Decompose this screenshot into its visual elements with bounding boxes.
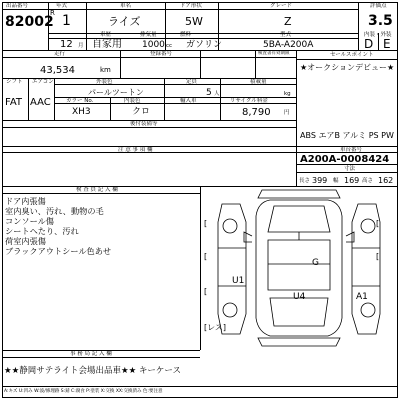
month-value: 12 (60, 39, 73, 50)
fuel-label: 燃料 (180, 32, 192, 38)
length-label: 長さ (299, 178, 311, 184)
bracket-marker: [ (204, 252, 208, 261)
car-name-label: 車名 (120, 3, 132, 9)
inspector-line: 室内臭い、汚れ、動物の毛 (5, 206, 104, 216)
width-label: 幅 (333, 178, 339, 184)
lot-no-label: 出品番号 (6, 3, 29, 9)
shift-label: シフト (6, 79, 23, 85)
inspector-notes (5, 196, 111, 256)
ext-color-value: パールツートン (88, 88, 144, 97)
height-label: 高さ (362, 178, 374, 184)
color-no-value: XH3 (72, 107, 91, 117)
interior-score-label: 内装・外装 (364, 32, 392, 38)
ext-color-label: 外装色 (96, 79, 113, 85)
color-no-label: カラー No. (66, 98, 94, 104)
inspector-line: コンソール傷 (5, 216, 54, 226)
fuel-value: ガソリン (186, 40, 223, 50)
after-equipment-label: 後付装備等 (130, 121, 158, 127)
score-label: 評価点 (370, 3, 387, 9)
mileage-unit: km (100, 66, 111, 74)
bracket-marker: [レス] (204, 323, 227, 332)
width-value: 169 (344, 176, 360, 185)
office-label: 事 務 局 記 入 欄 (70, 351, 112, 357)
vin-value: A200A-0008424 (300, 154, 390, 165)
bracket-marker: [ (376, 252, 380, 261)
dims-label: 寸法 (344, 166, 356, 172)
recycle-label: リサイクル料金 (230, 98, 268, 104)
inspector-label: 検 査 員 記 入 欄 (76, 187, 118, 193)
recycle-value: 8,790 (242, 107, 271, 118)
grade-value: Z (284, 15, 292, 28)
cc-unit: cc (166, 43, 173, 49)
bracket-marker: [ (204, 219, 208, 228)
score-value: 3.5 (368, 13, 393, 29)
doors-label: ドア形状 (180, 3, 202, 9)
sales-point: ★オークションデビュー★ (300, 63, 395, 72)
int-color-value: クロ (132, 107, 151, 117)
regist-label: 登録番号 (150, 51, 173, 57)
inspector-line: ブラックアウトシール色あせ (5, 246, 112, 256)
sales-point-label: セールスポイント (330, 52, 374, 58)
capacity-value: 5 (206, 88, 212, 98)
damage-mark-u1: U1 (232, 276, 245, 286)
usage-value: 自家用 (92, 39, 122, 50)
bracket-marker: [ (376, 219, 380, 228)
capacity-label: 定員 (186, 79, 198, 85)
notes-label: 注 意 事 項 欄 (118, 147, 153, 153)
capacity-unit: 人 (214, 91, 220, 97)
ac-label: エアコン (32, 79, 54, 85)
car-damage-diagram (200, 186, 398, 350)
vin-label: 車台番号 (340, 147, 363, 153)
model-value: 5BA-A200A (263, 40, 314, 50)
recycle-unit: 円 (284, 110, 290, 116)
cc-value: 1000 (142, 40, 165, 50)
interior-score-a: D (364, 37, 374, 51)
car-name: ライズ (108, 15, 141, 28)
inspector-line: ドア内張傷 (5, 196, 46, 206)
mileage-value: 43,534 (40, 65, 75, 76)
equipment-list: ABS エアB アルミ PS PW (300, 131, 394, 140)
grade-label: グレード (270, 3, 293, 9)
model-label: 型式 (280, 32, 292, 38)
shift-value: FAT (5, 97, 23, 108)
r-mark: R (50, 9, 55, 17)
ac-value: AAC (30, 97, 51, 108)
int-color-label: 内装色 (124, 98, 141, 104)
month-unit: 月 (78, 43, 84, 49)
cc-label: 排気量 (140, 32, 157, 38)
interior-score-b: E (383, 37, 391, 51)
bracket-marker: [ (204, 287, 208, 296)
doors-value: 5W (185, 15, 203, 28)
inspect-expiry-label: 検査書有効期限 (258, 51, 290, 56)
legend: A:キズ U:凹み W:波/修理跡 S:錆 C:腐食 P:塗装 X:交換 XX:交換済み 色:要注意 (4, 389, 163, 394)
inspector-line: 荷室内張傷 (5, 236, 46, 246)
import-label: 輸入車 (180, 98, 197, 104)
load-label: 積載量 (250, 79, 267, 85)
height-value: 162 (378, 176, 394, 185)
mileage-label: 走行 (54, 51, 66, 57)
length-value: 399 (312, 176, 328, 185)
damage-mark-g: G (312, 258, 319, 268)
damage-mark-a1: A1 (356, 292, 368, 302)
damage-mark-u4: U4 (293, 292, 306, 302)
year-prefix: 1 (62, 13, 71, 29)
load-unit: kg (284, 91, 291, 97)
year-label: 年式 (56, 3, 68, 9)
inspector-line: シートヘたり、汚れ (5, 226, 79, 236)
usage-label: 車歴 (100, 32, 112, 38)
office-note: ★★静岡サテライト会場出品車★★ キーケース (4, 366, 182, 376)
lot-number: 82002 (5, 14, 54, 30)
